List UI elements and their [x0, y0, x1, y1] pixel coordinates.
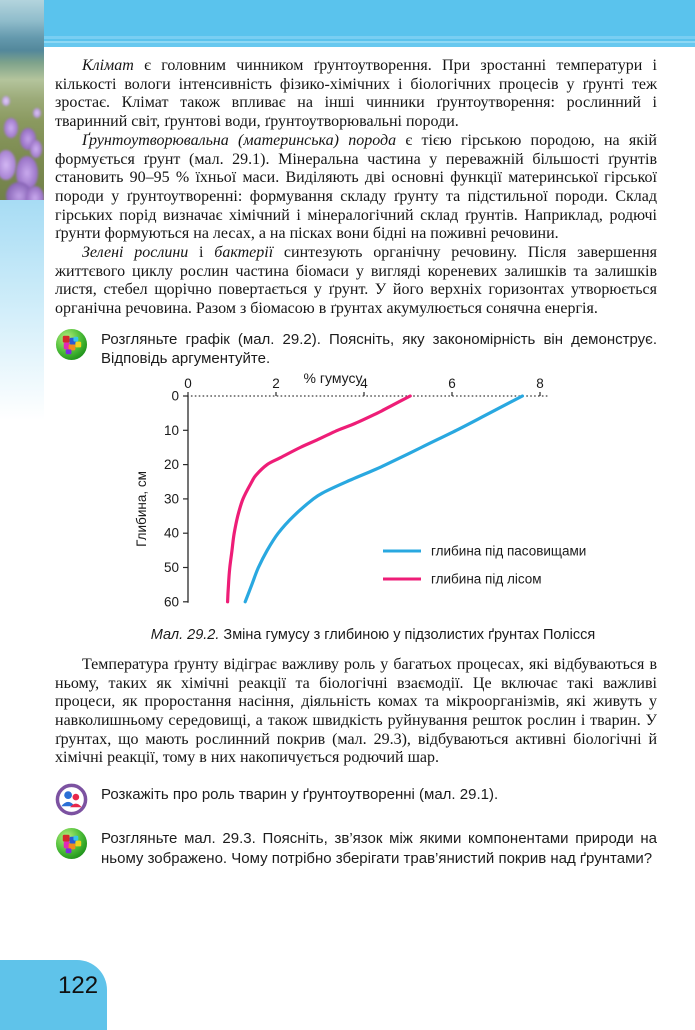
x-axis-title: % гумусу	[303, 371, 363, 386]
y-tick-label: 20	[163, 456, 179, 472]
y-tick-label: 50	[163, 559, 179, 575]
y-tick-label: 0	[171, 388, 179, 404]
puzzle-icon	[55, 328, 88, 361]
page-number: 122	[58, 972, 99, 999]
x-tick-label: 0	[184, 375, 192, 391]
chart-curve-1	[228, 396, 411, 602]
y-tick-label: 60	[163, 594, 179, 610]
task-text: Розгляньте мал. 29.3. Поясніть, зв’язок між якими компонентами природи на ньому зображено. Чому потрібно зберігати трав’янистий покрив над ґрунтами?	[101, 830, 657, 867]
task-role-of-animals	[55, 783, 657, 816]
legend-label-1: глибина під лісом	[431, 571, 542, 587]
task-text: Розкажіть про роль тварин у ґрунтоутворенні (мал. 29.1).	[101, 786, 499, 804]
figure-29-2	[133, 372, 653, 622]
top-blue-band	[0, 0, 695, 47]
x-tick-label: 2	[272, 375, 280, 391]
humus-depth-chart	[133, 372, 653, 622]
x-tick-label: 4	[360, 375, 368, 391]
y-tick-label: 30	[163, 491, 179, 507]
left-photo-crocus-mountains	[0, 0, 44, 210]
x-tick-label: 6	[448, 375, 456, 391]
page-number-tab	[0, 960, 107, 1030]
legend-label-0: глибина під пасовищами	[431, 543, 587, 559]
y-tick-label: 10	[163, 422, 179, 438]
paragraph-parent-rock: Ґрунтоутворювальна (материнська) порода є тією гірською породою, на якій формується ґрунт (мал. 29.1). Мінеральна частина у переважній більшості ґрунтів становить 90–95 % їхньої маси. Виділяють дві основні функції материнської гірської породи у ґрунтоутворенні: формування складу ґрунту та підстильної породи. Склад гірських порід визначає хімічний і мінералогічний склад ґрунтів. Наприклад, родючі ґрунти формуються на лесах, а на пісках вони бідні на поживні речовини.	[55, 131, 657, 243]
y-axis-title: Глибина, см	[134, 470, 149, 547]
paragraph-green-plants: Зелені рослини і бактерії синтезують органічну речовину. Після завершення життєвого циклу рослин частина біомаси у вигляді кореневих залишків та залишків листя, стебел щорічно повертається у ґрунт. У його верхніх горизонтах утворюється органічна речовина. Разом з біомасою в ґрунтах акумулюється сонячна енергія.	[55, 244, 657, 318]
x-tick-label: 8	[536, 375, 544, 391]
left-gradient-strip	[0, 200, 44, 420]
people-icon	[55, 783, 88, 816]
y-tick-label: 40	[163, 525, 179, 541]
task-text: Розгляньте графік (мал. 29.2). Поясніть, яку закономірність він демонструє. Відповідь аргументуйте.	[101, 330, 657, 368]
figure-caption: Мал. 29.2. Зміна гумусу з глибиною у підзолистих ґрунтах Полісся	[150, 626, 596, 643]
puzzle-icon	[55, 827, 88, 860]
paragraph-climate: Клімат є головним чинником ґрунтоутворення. При зростанні температури і кількості вологи інтенсивність фізико-хімічних і біологічних процесів у ґрунті теж зростає. Клімат також впливає на інші чинники ґрунтоутворення: рослинний і тваринний світ, ґрунтові води, ґрунтоутворювальні породи.	[55, 57, 657, 131]
paragraph-soil-temperature: Температура ґрунту відіграє важливу роль у багатьох процесах, які відбуваються в ньому, таких як хімічні реакції та біологічні взаємодії. Це включає такі важливі процеси, як проростання насіння, діяльність комах та мікроорганізмів, які живуть у навколишньому середовищі, а також швидкість руйнування решток рослин і тварин. У ґрунтах, що мають рослинний покрив (мал. 29.3), відбуваються активні біологічні й хімічні реакції, тому в них накопичується родючий шар.	[55, 655, 657, 767]
task-examine-graph	[55, 328, 657, 369]
main-content	[55, 47, 657, 868]
task-examine-fig-29-3	[55, 827, 657, 868]
